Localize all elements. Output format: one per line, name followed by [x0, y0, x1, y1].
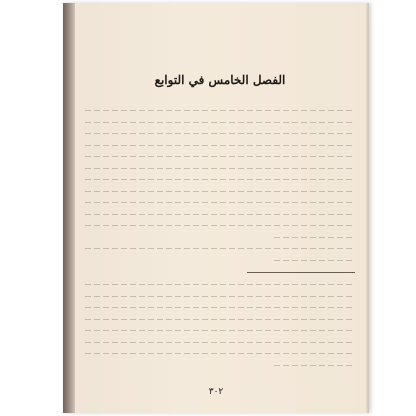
page-number: ٣٠٢: [208, 387, 224, 397]
book-page: [63, 3, 369, 413]
footnote-separator: [247, 272, 355, 273]
footnote-line: [85, 325, 355, 337]
body-line: [85, 186, 355, 198]
body-line: [85, 232, 355, 244]
footnote-line: [85, 337, 355, 349]
page-content: [85, 73, 355, 391]
body-line: [85, 255, 355, 267]
book-spine: [63, 3, 75, 413]
body-line: [85, 197, 355, 209]
footnotes: [85, 279, 355, 371]
body-line: [85, 128, 355, 140]
body-line: [85, 209, 355, 221]
footnote-line: [85, 302, 355, 314]
footnote-line: [85, 291, 355, 303]
footnote-line: [85, 314, 355, 326]
body-line: [85, 105, 355, 117]
body-line: [85, 163, 355, 175]
body-line: [85, 220, 355, 232]
body-line: [85, 243, 355, 255]
chapter-title: الفصل الخامس في التوابع: [154, 73, 286, 87]
footnote-line: [85, 279, 355, 291]
footnote-line: [85, 348, 355, 360]
page-edge: [366, 3, 369, 413]
body-text: [85, 105, 355, 266]
body-line: [85, 174, 355, 186]
body-line: [85, 140, 355, 152]
body-line: [85, 117, 355, 129]
footnote-line: [85, 360, 355, 372]
body-line: [85, 151, 355, 163]
